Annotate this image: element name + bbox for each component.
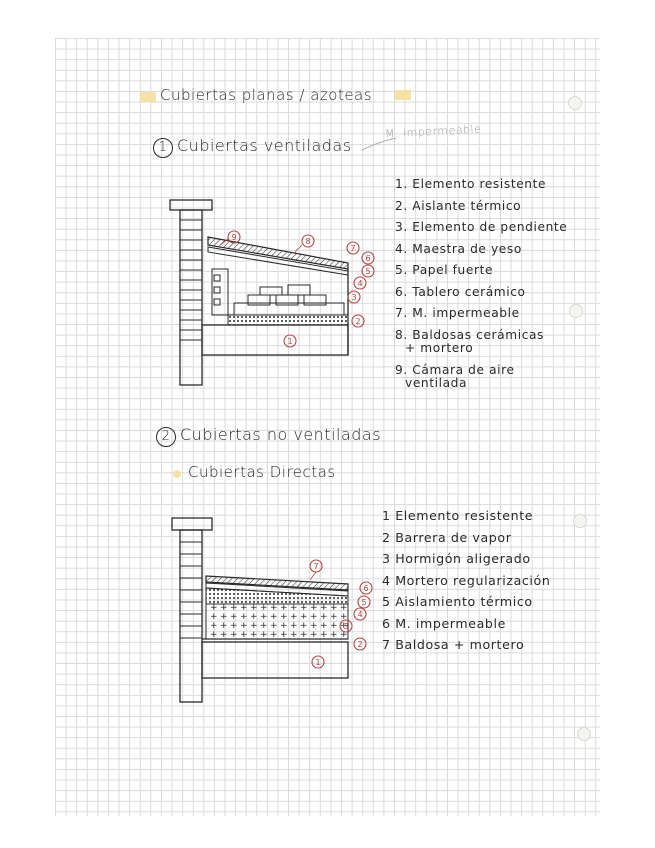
direct-roof-diagram — [168, 512, 368, 702]
diagram1-label: 1 — [287, 337, 293, 346]
diagram1-label: 4 — [357, 279, 363, 288]
diagram1-label: 2 — [355, 317, 361, 326]
legend1-item: 5. Papel fuerte — [395, 263, 494, 277]
legend1-item: 4. Maestra de yeso — [395, 241, 522, 256]
section1-annotation: M. impermeable — [384, 122, 482, 141]
punch-hole — [569, 304, 583, 318]
diagram2-label: 5 — [361, 598, 367, 607]
section1-heading — [153, 136, 352, 158]
legend1-item: 8. Baldosas cerámicas — [395, 327, 545, 342]
legend1-item: 9. Cámara de aire — [395, 362, 515, 377]
diagram1-label: 3 — [351, 293, 357, 302]
legend2-item: 5 Aislamiento térmico — [382, 594, 533, 609]
legend1-item: 6. Tablero cerámico — [395, 284, 526, 299]
diagram2-label: 1 — [315, 658, 321, 667]
diagram2-label: 2 — [357, 640, 363, 649]
diagram2-label: 7 — [313, 562, 319, 571]
diagram1-label: 6 — [365, 254, 371, 263]
diagram2-label: 4 — [357, 610, 363, 619]
legend2-item: 3 Hormigón aligerado — [382, 551, 531, 566]
section2-legend — [382, 505, 550, 656]
ventilated-roof-diagram — [168, 195, 371, 395]
punch-hole — [573, 514, 587, 528]
title-highlight-right — [395, 90, 411, 100]
legend1-item: 2. Aislante térmico — [395, 198, 522, 213]
section1-title: Cubiertas ventiladas — [177, 136, 352, 155]
section2-number: 2 — [156, 427, 176, 447]
diagram1-label: 7 — [350, 244, 356, 253]
legend1-item-cont: + mortero — [405, 341, 474, 355]
diagram2-label: 6 — [363, 584, 369, 593]
legend1-item-cont: ventilada — [405, 376, 468, 390]
section1-number: 1 — [153, 138, 173, 158]
section2-heading — [156, 425, 381, 447]
section2-title: Cubiertas no ventiladas — [180, 425, 382, 444]
legend1-item: 7. M. impermeable — [395, 306, 520, 320]
section2-subtitle: Cubiertas Directas — [188, 463, 336, 481]
legend2-item: 4 Mortero regularización — [382, 572, 551, 588]
diagram1-label: 8 — [305, 237, 311, 246]
annotation-leader-line — [360, 134, 400, 154]
diagram2-label: 3 — [343, 622, 349, 631]
page-title: Cubiertas planas / azoteas — [160, 86, 373, 104]
legend1-item: 3. Elemento de pendiente — [395, 220, 568, 234]
legend2-item: 7 Baldosa + mortero — [382, 637, 525, 652]
legend1-item: 1. Elemento resistente — [395, 177, 547, 191]
legend2-item: 1 Elemento resistente — [382, 508, 534, 523]
subtitle-bullet — [173, 470, 181, 478]
legend2-item: 6 M. impermeable — [382, 615, 506, 631]
diagram1-label: 5 — [365, 267, 371, 276]
punch-hole — [568, 96, 582, 110]
title-highlight-left — [140, 92, 156, 102]
punch-hole — [577, 727, 591, 741]
diagram1-label: 9 — [231, 233, 237, 242]
section1-legend — [395, 174, 567, 395]
legend2-item: 2 Barrera de vapor — [382, 529, 512, 545]
